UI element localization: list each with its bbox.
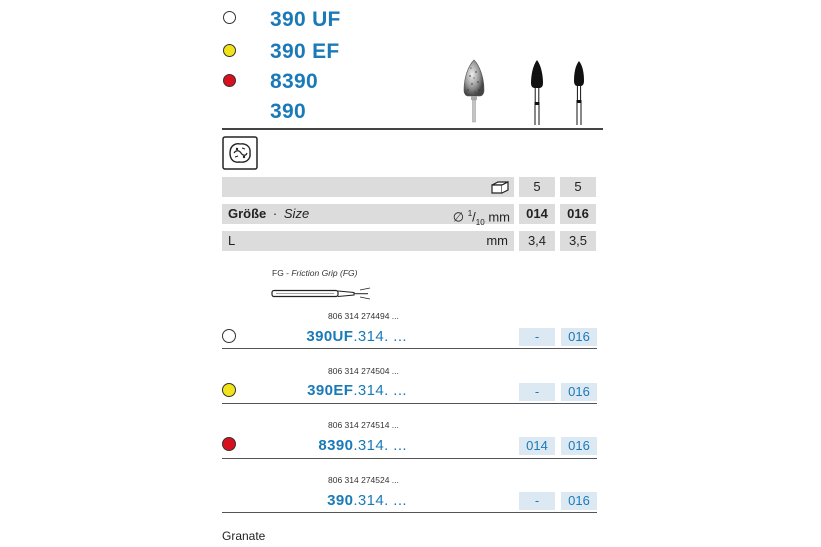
header-rule — [222, 128, 603, 130]
product-size-cell: - — [519, 328, 555, 346]
legend-label-8390: 8390 — [270, 70, 318, 93]
legend-label-uf: 390 UF — [270, 8, 341, 31]
size-cell: 016 — [560, 204, 596, 224]
spec-row-pack — [222, 177, 596, 197]
length-cell: 3,5 — [560, 231, 596, 251]
size-label-en: Size — [283, 206, 310, 221]
product-code — [200, 492, 407, 509]
product-code-bold: 8390 — [318, 437, 354, 454]
order-ref: 806 314 274514 ... — [328, 420, 399, 430]
row-rule — [222, 403, 597, 404]
product-size-cell: - — [519, 492, 555, 510]
product-code — [200, 382, 407, 399]
order-ref: 806 314 274504 ... — [328, 366, 399, 376]
diameter-symbol: ∅ — [452, 209, 465, 225]
shank-label-desc: Friction Grip (FG) — [291, 268, 358, 278]
material-symbol-icon — [222, 136, 258, 170]
bur-photo-icon — [452, 56, 496, 126]
product-size-cell: 016 — [561, 437, 597, 455]
shank-label — [272, 268, 357, 278]
spec-row-length — [222, 231, 596, 251]
order-ref: 806 314 274494 ... — [328, 311, 399, 321]
unit-mm: mm — [488, 209, 510, 225]
product-code-bold: 390EF — [307, 382, 354, 399]
legend-circle-uf — [223, 11, 236, 24]
product-code-bold: 390 — [327, 492, 354, 509]
product-size-cell: 016 — [561, 492, 597, 510]
bur-silhouette-icon — [525, 57, 549, 127]
row-rule — [222, 348, 597, 349]
legend-label-390: 390 — [270, 100, 306, 123]
pack-size-cell: 5 — [519, 177, 555, 197]
product-size-cell: 016 — [561, 328, 597, 346]
product-code — [200, 328, 407, 345]
size-cell: 014 — [519, 204, 555, 224]
product-size-cell: 016 — [561, 383, 597, 401]
legend-circle-ef — [223, 44, 236, 57]
spec-label-bar — [222, 177, 514, 197]
fg-shank-icon — [270, 287, 374, 301]
length-unit: mm — [486, 233, 508, 248]
product-code-bold: 390UF — [306, 328, 354, 345]
unit-denominator: 10 — [475, 217, 485, 227]
product-size-cell: 014 — [519, 437, 555, 455]
size-label-de: Größe — [228, 206, 267, 221]
length-label: L — [228, 233, 236, 248]
size-unit: ∅ $^1/_{10}$ mm — [452, 209, 510, 227]
row-rule — [222, 512, 597, 513]
product-code-rest: .314. ... — [353, 328, 407, 345]
bur-silhouette-icon — [567, 57, 591, 127]
material-name: Granate — [222, 529, 266, 543]
product-code-rest: .314. ... — [353, 492, 407, 509]
row-rule — [222, 458, 597, 459]
product-code — [200, 437, 407, 454]
unit-numerator: 1 — [467, 209, 473, 218]
legend-circle-8390 — [223, 74, 236, 87]
length-cell: 3,4 — [519, 231, 555, 251]
pack-size-cell: 5 — [560, 177, 596, 197]
size-label — [228, 204, 309, 224]
product-code-rest: .314. ... — [353, 437, 407, 454]
shank-label-prefix: FG - — [272, 268, 292, 278]
package-icon — [490, 179, 510, 195]
legend-label-ef: 390 EF — [270, 40, 340, 63]
order-ref: 806 314 274524 ... — [328, 475, 399, 485]
product-size-cell: - — [519, 383, 555, 401]
size-label-separator: · — [272, 206, 278, 221]
product-code-rest: .314. ... — [353, 382, 407, 399]
spec-row-size — [222, 204, 596, 227]
